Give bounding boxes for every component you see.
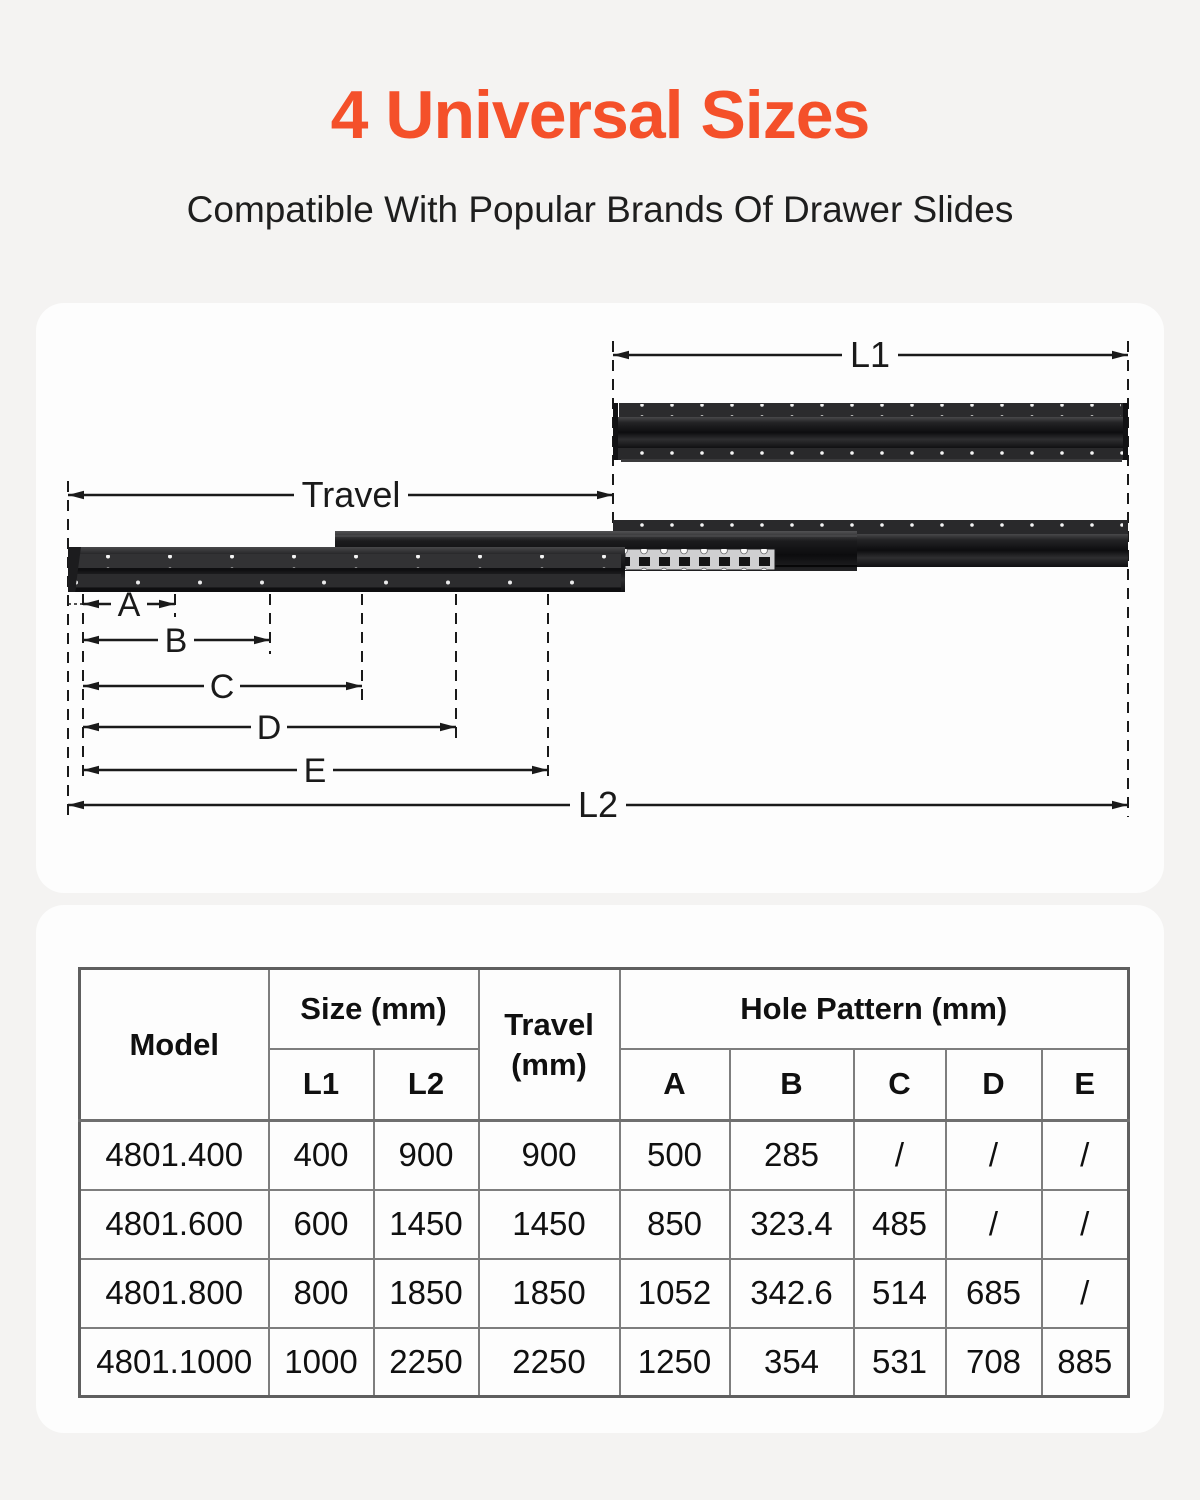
cell-c: 485 — [854, 1190, 946, 1259]
cell-l2: 1450 — [374, 1190, 479, 1259]
cell-b: 342.6 — [730, 1259, 854, 1328]
cell-l1: 800 — [269, 1259, 374, 1328]
cell-b: 354 — [730, 1328, 854, 1397]
dim-d — [83, 709, 456, 747]
header-travel-line1: Travel — [504, 1006, 594, 1042]
header-model: Model — [80, 969, 269, 1121]
l1-dimension — [613, 334, 1128, 375]
header-l2: L2 — [374, 1049, 479, 1121]
header-size-group: Size (mm) — [269, 969, 479, 1049]
cell-model: 4801.600 — [80, 1190, 269, 1259]
header-l1: L1 — [269, 1049, 374, 1121]
diagram-panel — [36, 303, 1164, 893]
header-c: C — [854, 1049, 946, 1121]
cell-d: 708 — [946, 1328, 1042, 1397]
a-label: A — [117, 586, 141, 624]
cell-l1: 400 — [269, 1121, 374, 1190]
cell-model: 4801.1000 — [80, 1328, 269, 1397]
d-label: D — [256, 709, 282, 747]
cell-c: / — [854, 1121, 946, 1190]
cell-d: / — [946, 1190, 1042, 1259]
cell-b: 323.4 — [730, 1190, 854, 1259]
cell-e: / — [1042, 1190, 1129, 1259]
spec-table — [78, 967, 1130, 1398]
cell-a: 1052 — [620, 1259, 730, 1328]
header-travel-line2: (mm) — [511, 1046, 587, 1082]
dim-b — [83, 622, 270, 660]
cell-travel: 1850 — [479, 1259, 620, 1328]
cell-e: / — [1042, 1259, 1129, 1328]
page-title: 4 Universal Sizes — [330, 77, 870, 153]
b-label: B — [164, 622, 188, 660]
header-d: D — [946, 1049, 1042, 1121]
cell-travel: 900 — [479, 1121, 620, 1190]
table-row — [80, 1328, 1129, 1397]
spec-table-panel — [36, 905, 1164, 1433]
l2-dimension — [68, 784, 1128, 825]
cell-a: 1250 — [620, 1328, 730, 1397]
header-travel — [479, 969, 620, 1121]
upper-slide-rail — [613, 403, 1128, 462]
cell-model: 4801.400 — [80, 1121, 269, 1190]
cell-l2: 2250 — [374, 1328, 479, 1397]
cell-travel: 2250 — [479, 1328, 620, 1397]
extended-slide-assembly — [68, 520, 1128, 592]
e-label: E — [303, 752, 327, 790]
l2-label: L2 — [577, 784, 619, 825]
header-b: B — [730, 1049, 854, 1121]
travel-dimension — [68, 474, 613, 515]
header-hole-pattern-group: Hole Pattern (mm) — [620, 969, 1129, 1049]
cell-e: 885 — [1042, 1328, 1129, 1397]
ball-bearing-strip — [625, 549, 775, 570]
cell-d: 685 — [946, 1259, 1042, 1328]
l1-label: L1 — [849, 334, 891, 375]
drawer-rail — [68, 547, 625, 592]
cell-l2: 900 — [374, 1121, 479, 1190]
cell-l2: 1850 — [374, 1259, 479, 1328]
table-row — [80, 1259, 1129, 1328]
cell-b: 285 — [730, 1121, 854, 1190]
cell-travel: 1450 — [479, 1190, 620, 1259]
c-label: C — [209, 668, 235, 706]
cell-c: 531 — [854, 1328, 946, 1397]
table-row — [80, 1121, 1129, 1190]
dim-c — [83, 668, 362, 706]
table-row — [80, 1190, 1129, 1259]
cell-l1: 600 — [269, 1190, 374, 1259]
cell-d: / — [946, 1121, 1042, 1190]
dim-e — [83, 752, 548, 790]
cell-l1: 1000 — [269, 1328, 374, 1397]
cell-a: 500 — [620, 1121, 730, 1190]
header-e: E — [1042, 1049, 1129, 1121]
cell-c: 514 — [854, 1259, 946, 1328]
cell-model: 4801.800 — [80, 1259, 269, 1328]
page-subtitle: Compatible With Popular Brands Of Drawer Slides — [186, 189, 1014, 230]
header-a: A — [620, 1049, 730, 1121]
travel-label: Travel — [301, 474, 401, 515]
cell-a: 850 — [620, 1190, 730, 1259]
cell-e: / — [1042, 1121, 1129, 1190]
slide-diagram — [36, 303, 1164, 893]
